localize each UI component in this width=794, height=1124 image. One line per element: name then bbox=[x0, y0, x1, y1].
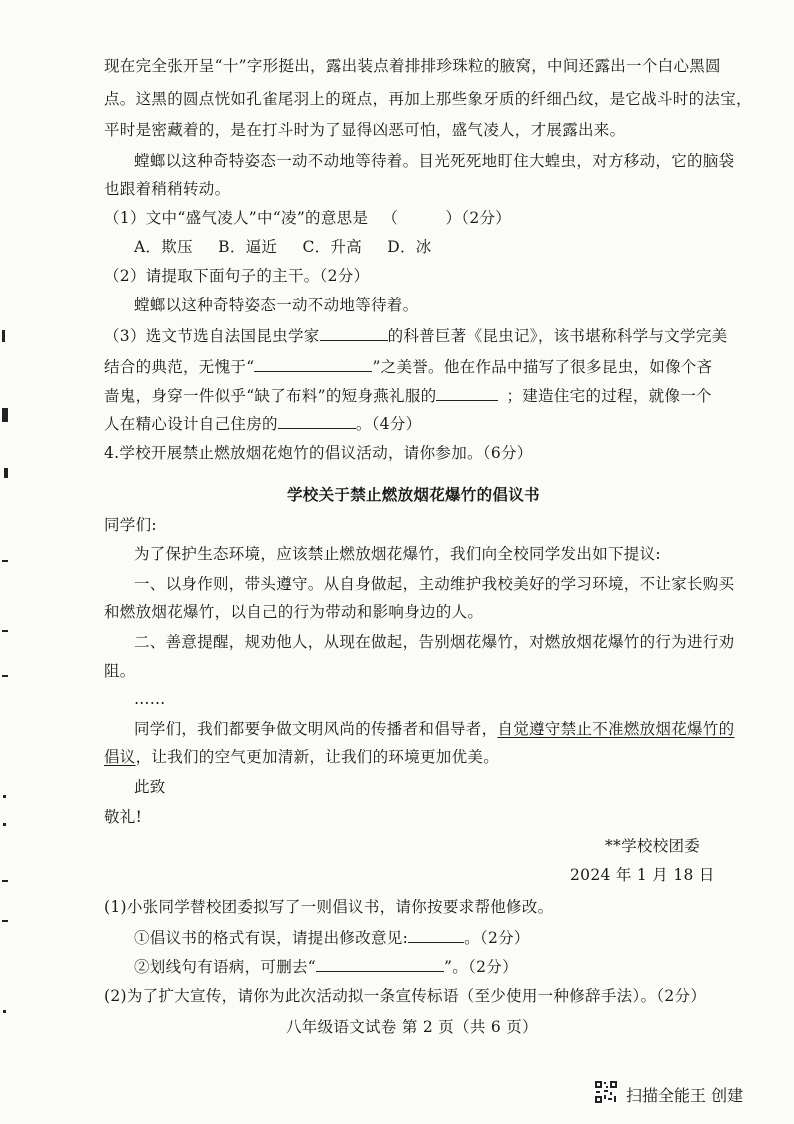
question-3-text: 结合的典范，无愧于“ bbox=[104, 358, 255, 376]
passage-line: 平时是密藏着的，是在打斗时为了显得凶恶可怕，盛气凌人，才展露出来。 bbox=[104, 121, 626, 139]
question-4-1a-score: 。（2分） bbox=[464, 929, 530, 947]
answer-blank-author[interactable] bbox=[320, 324, 388, 341]
passage-line: 现在完全张开呈“十”字形挺出，露出装点着排排珍珠粒的腋窝，中间还露出一个白心黑圆 bbox=[104, 57, 721, 75]
option-b: B．逼近 bbox=[218, 238, 278, 256]
binding-mark bbox=[2, 920, 8, 922]
letter-closing bbox=[104, 746, 499, 768]
letter-signature: **学校校团委 bbox=[605, 837, 701, 855]
page-footer: 八年级语文试卷 第 2 页（共 6 页） bbox=[286, 1018, 538, 1036]
option-a: A．欺压 bbox=[134, 238, 193, 256]
binding-mark bbox=[2, 408, 8, 422]
question-1-stem: （1）文中“盛气凌人”中“凌”的意思是 bbox=[104, 209, 369, 227]
letter-item-1: 和燃放烟花爆竹，以自己的行为带动和影响身边的人。 bbox=[104, 603, 484, 621]
answer-blank-delete[interactable] bbox=[316, 955, 444, 972]
underlined-sentence: 自觉遵守禁止不准燃放烟花爆竹的 bbox=[497, 720, 735, 738]
letter-closing-text: 同学们，我们都要争做文明风尚的传播者和倡导者， bbox=[134, 720, 498, 738]
answer-blank-praise[interactable] bbox=[254, 355, 372, 372]
question-1 bbox=[104, 207, 511, 229]
binding-mark bbox=[2, 330, 5, 342]
question-4: 4.学校开展禁止燃放烟花炮竹的倡议活动，请你参加。（6分） bbox=[104, 444, 533, 462]
answer-blank-insect-1[interactable] bbox=[436, 384, 498, 401]
question-1-score: （2分） bbox=[461, 209, 512, 227]
question-4-1b bbox=[134, 955, 518, 978]
qr-code-icon bbox=[594, 1080, 618, 1104]
letter-closing bbox=[134, 718, 734, 740]
answer-blank-format[interactable] bbox=[408, 926, 464, 943]
binding-mark bbox=[2, 880, 8, 882]
question-3-text: ；建造住宅的过程，就像一个 bbox=[506, 387, 712, 405]
question-4-1: (1)小张同学替校团委拟写了一则倡议书，请你按要求帮他修改。 bbox=[104, 898, 554, 916]
binding-mark bbox=[4, 468, 8, 478]
letter-item-2: 阻。 bbox=[104, 662, 136, 680]
scanner-brand: 扫描全能王 创建 bbox=[626, 1086, 744, 1105]
answer-blank-insect-2[interactable] bbox=[278, 412, 356, 429]
question-4-1b-text: ②划线句有语病，可删去“ bbox=[134, 958, 317, 976]
question-3-text: 啬鬼，身穿一件似乎“缺了布料”的短身燕礼服的 bbox=[104, 387, 437, 405]
question-4-1b-score: ”。（2分） bbox=[444, 958, 518, 976]
binding-mark bbox=[3, 823, 6, 826]
question-1-options bbox=[134, 236, 432, 258]
letter-jingli: 敬礼! bbox=[104, 808, 143, 826]
question-3-line bbox=[104, 324, 727, 347]
question-3-text: ”之美誉。他在作品中描写了很多昆虫，如像个吝 bbox=[372, 358, 713, 376]
question-4-2: (2)为了扩大宣传，请你为此次活动拟一条宣传标语（至少使用一种修辞手法）。（2分） bbox=[104, 987, 707, 1005]
question-3-line bbox=[104, 412, 421, 435]
letter-greeting: 同学们: bbox=[104, 516, 157, 534]
option-c: C．升高 bbox=[302, 238, 363, 256]
letter-ellipsis: …… bbox=[134, 690, 166, 708]
question-3-text: 人在精心设计自己住房的 bbox=[104, 415, 278, 433]
question-4-1a bbox=[134, 926, 530, 949]
binding-mark bbox=[3, 795, 6, 798]
question-2: （2）请提取下面句子的主干。（2分） bbox=[104, 267, 370, 285]
letter-cizhi: 此致 bbox=[134, 778, 166, 796]
passage-line: 点。这黑的圆点恍如孔雀尾羽上的斑点，再加上那些象牙质的纤细凸纹，是它战斗时的法宝， bbox=[104, 90, 752, 108]
binding-mark bbox=[3, 1010, 6, 1013]
option-d: D．冰 bbox=[387, 238, 432, 256]
letter-intro: 为了保护生态环境，应该禁止燃放烟花爆竹，我们向全校同学发出如下提议: bbox=[134, 545, 661, 563]
letter-item-1: 一、以身作则，带头遵守。从自身做起，主动维护我校美好的学习环境，不让家长购买 bbox=[134, 575, 735, 593]
underlined-sentence: 倡议 bbox=[104, 748, 136, 766]
binding-mark bbox=[2, 675, 8, 677]
answer-paren: （ ） bbox=[382, 209, 462, 227]
letter-date: 2024 年 1 月 18 日 bbox=[570, 866, 715, 884]
question-3-line bbox=[104, 384, 712, 407]
question-3-text: （3）选文节选自法国昆虫学家 bbox=[104, 327, 320, 345]
question-2-sentence: 螳螂以这种奇特姿态一动不动地等待着。 bbox=[134, 296, 419, 314]
letter-title: 学校关于禁止燃放烟花爆竹的倡议书 bbox=[287, 485, 540, 504]
question-3-text: 的科普巨著《昆虫记》，该书堪称科学与文学完美 bbox=[387, 327, 728, 345]
letter-item-2: 二、善意提醒，规劝他人，从现在做起，告别烟花爆竹，对燃放烟花爆竹的行为进行劝 bbox=[134, 633, 735, 651]
question-4-1a-text: ①倡议书的格式有误，请提出修改意见: bbox=[134, 929, 409, 947]
binding-mark bbox=[2, 630, 8, 632]
question-3-line bbox=[104, 355, 712, 378]
passage-line: 也跟着稍稍转动。 bbox=[104, 180, 231, 198]
binding-mark bbox=[2, 560, 8, 562]
passage-line: 螳螂以这种奇特姿态一动不动地等待着。目光死死地盯住大蝗虫，对方移动，它的脑袋 bbox=[134, 152, 735, 170]
letter-closing-text: ，让我们的空气更加清新，让我们的环境更加优美。 bbox=[135, 748, 500, 766]
question-3-text: 。（4分） bbox=[355, 415, 422, 433]
